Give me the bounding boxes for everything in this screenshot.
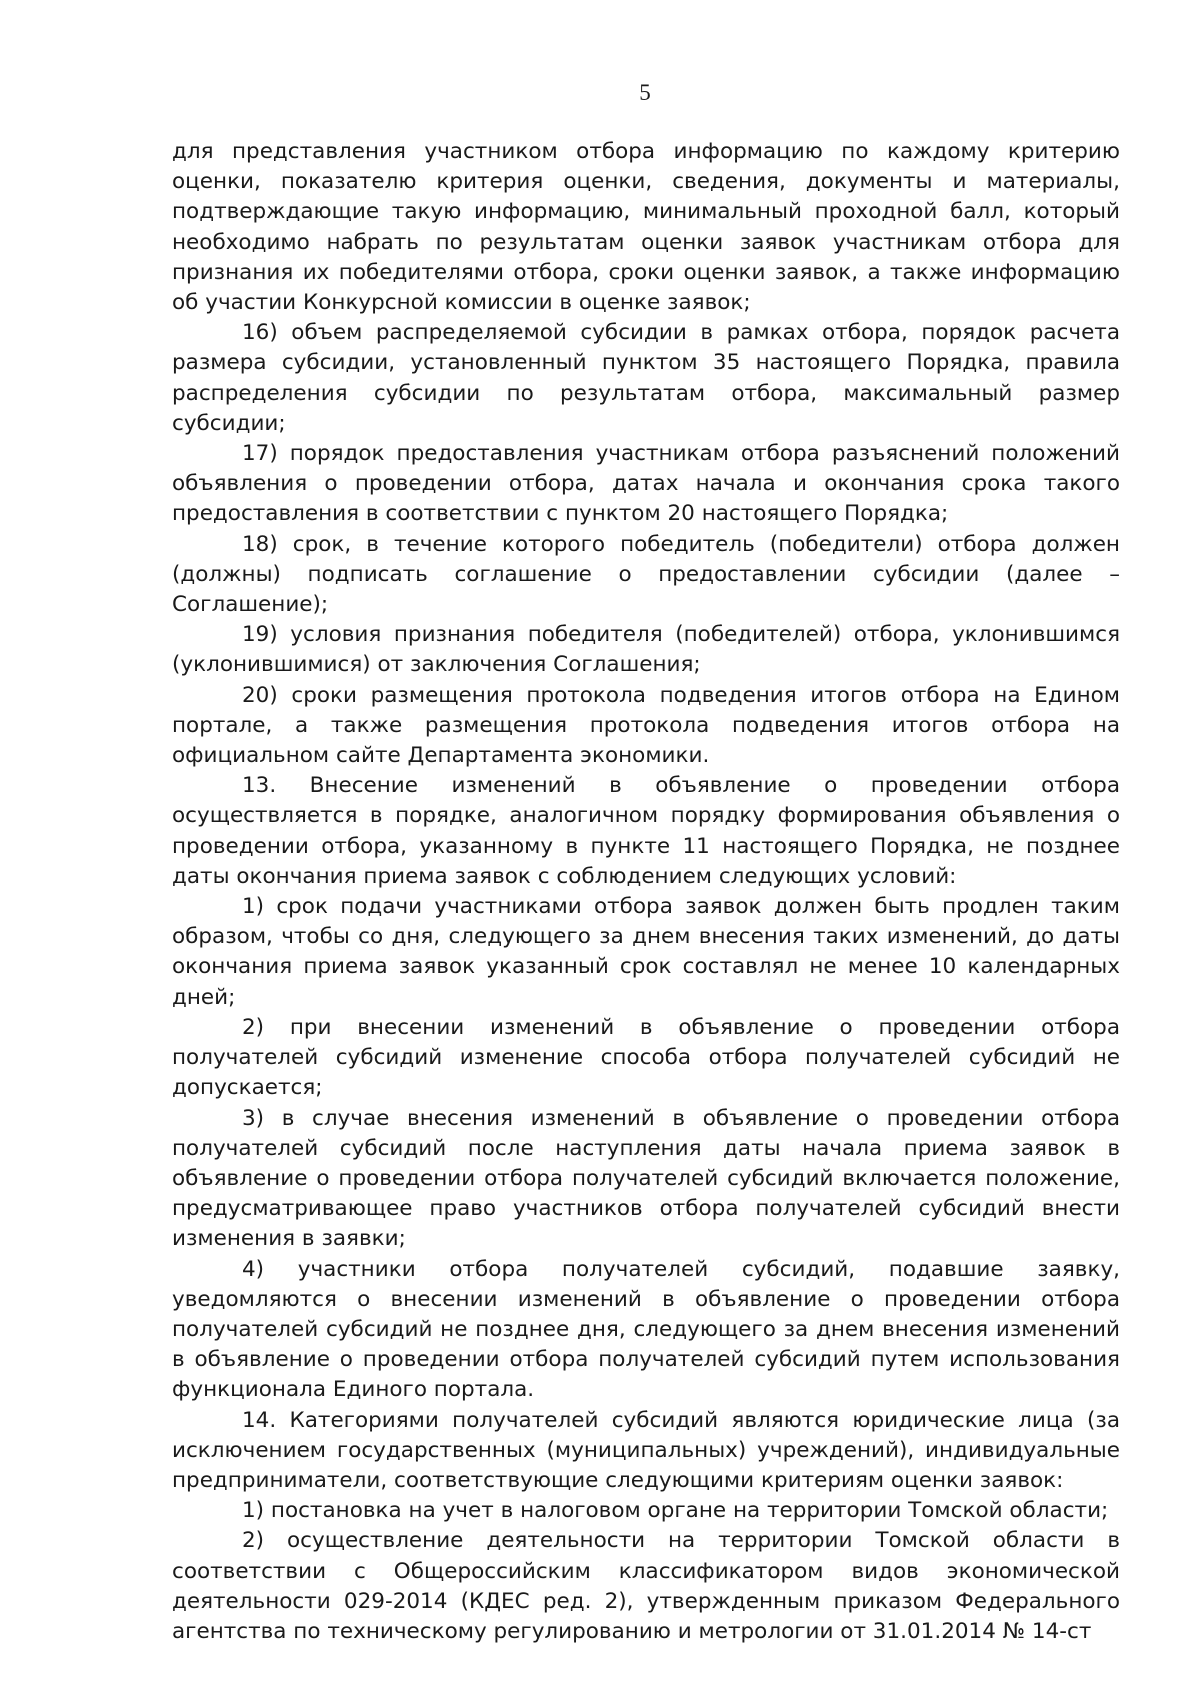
paragraph: 14. Категориями получателей субсидий являются юридические лица (за исключением государственных (муниципальных) учреждений), индивидуальные предприниматели, соответствующие следующими критериям оценки заявок: [172,1407,1120,1493]
document-body [172,137,1120,1647]
paragraph: 2) осуществление деятельности на территории Томской области в соответствии с Общероссийским классификатором видов экономической деятельности 029-2014 (КДЕС ред. 2), утвержденным приказом Федерального агентства по техническому регулированию и метрологии от 31.01.2014 № 14-ст [172,1528,1120,1644]
paragraph: 1) срок подачи участниками отбора заявок должен быть продлен таким образом, чтобы со дня, следующего за днем внесения таких изменений, до даты окончания приема заявок указанный срок составлял не менее 10 календарных дней; [172,894,1120,1010]
paragraph: 20) сроки размещения протокола подведения итогов отбора на Едином портале, а также размещения протокола подведения итогов отбора на официальном сайте Департамента экономики. [172,682,1120,769]
paragraph: 17) порядок предоставления участникам отбора разъяснений положений объявления о проведении отбора, датах начала и окончания срока такого предоставления в соответствии с пунктом 20 настоящего Порядка; [172,441,1120,527]
paragraph: для представления участником отбора информацию по каждому критерию оценки, показателю критерия оценки, сведения, документы и материалы, подтверждающие такую информацию, минимальный проходной балл, который необходимо набрать по результатам оценки заявок участникам отбора для признания их победителями отбора, сроки оценки заявок, а также информацию об участии Конкурсной комиссии в оценке заявок; [172,139,1120,316]
paragraph: 13. Внесение изменений в объявление о проведении отбора осуществляется в порядке, аналогичном порядку формирования объявления о проведении отбора, указанному в пункте 11 настоящего Порядка, не позднее даты окончания приема заявок с соблюдением следующих условий: [172,773,1120,889]
paragraph: 4) участники отбора получателей субсидий, подавшие заявку, уведомляются о внесении изменений в объявление о проведении отбора получателей субсидий не позднее дня, следующего за днем внесения изменений в объявление о проведении отбора получателей субсидий путем использования функционала Единого портала. [172,1256,1120,1403]
page-number: 5 [639,80,651,105]
paragraph: 19) условия признания победителя (победителей) отбора, уклонившимся (уклонившимися) от заключения Соглашения; [172,622,1120,678]
paragraph: 1) постановка на учет в налоговом органе на территории Томской области; [242,1498,1109,1524]
paragraph: 18) срок, в течение которого победитель (победители) отбора должен (должны) подписать соглашение о предоставлении субсидии (далее – Соглашение); [172,531,1120,618]
paragraph: 3) в случае внесения изменений в объявление о проведении отбора получателей субсидий после наступления даты начала приема заявок в объявление о проведении отбора получателей субсидий включается положение, предусматривающее право участников отбора получателей субсидий внести изменения в заявки; [172,1105,1120,1252]
paragraph: 2) при внесении изменений в объявление о проведении отбора получателей субсидий изменение способа отбора получателей субсидий не допускается; [172,1014,1120,1101]
paragraph: 16) объем распределяемой субсидии в рамках отбора, порядок расчета размера субсидии, установленный пунктом 35 настоящего Порядка, правила распределения субсидии по результатам отбора, максимальный размер субсидии; [172,320,1120,436]
